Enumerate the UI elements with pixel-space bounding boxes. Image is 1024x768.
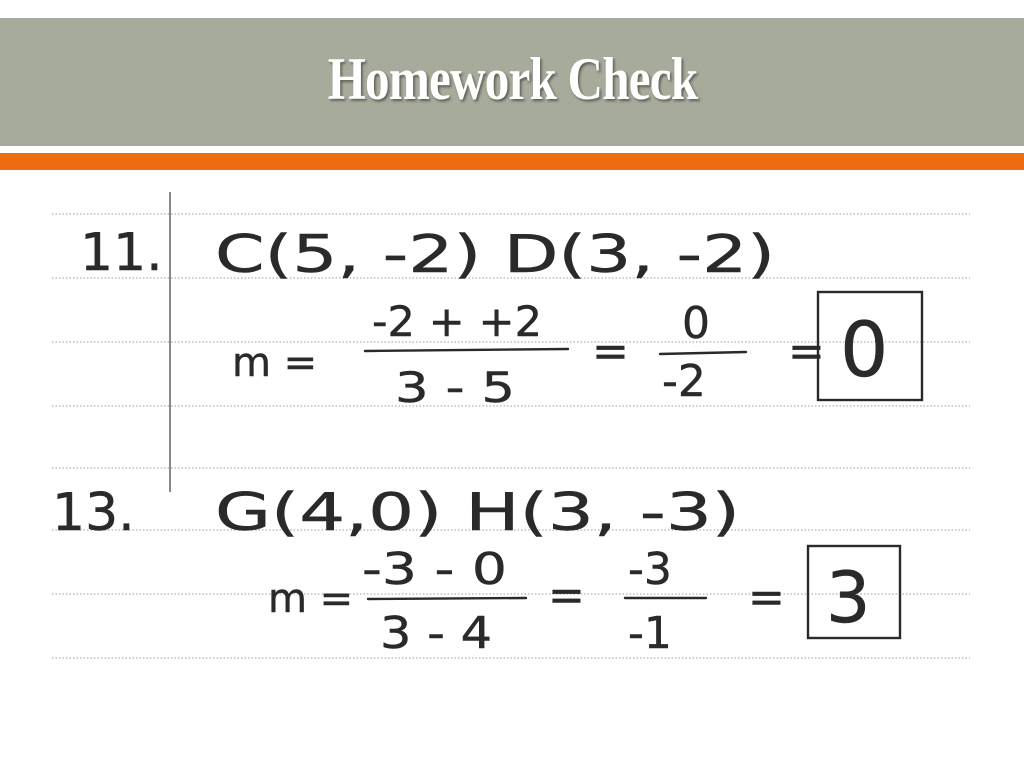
equals-1: = xyxy=(548,570,585,621)
denominator: 3 - 4 xyxy=(380,608,492,659)
simplified-denominator: -1 xyxy=(628,608,672,659)
fraction-bar xyxy=(368,598,526,599)
slope-label: m = xyxy=(268,576,354,622)
problem-11 xyxy=(80,223,922,412)
title-bar xyxy=(0,18,1024,146)
fraction-bar xyxy=(365,349,568,351)
denominator: 3 - 5 xyxy=(395,363,515,412)
points: G(4,0) H(3, -3) xyxy=(215,483,740,543)
numerator: -2 + +2 xyxy=(372,297,542,346)
equals-2: = xyxy=(788,326,825,377)
numerator: -3 - 0 xyxy=(362,544,507,595)
problem-number: 13. xyxy=(52,483,135,543)
answer: 0 xyxy=(840,305,889,394)
notebook-page xyxy=(0,180,1024,700)
problem-13 xyxy=(52,483,900,659)
simplified-numerator: -3 xyxy=(628,544,672,595)
accent-bar xyxy=(0,153,1024,170)
equals-2: = xyxy=(748,572,785,623)
slope-label: m = xyxy=(232,340,318,386)
fraction-bar xyxy=(660,352,746,354)
simplified-denominator: -2 xyxy=(662,356,706,407)
answer: 3 xyxy=(826,557,871,639)
simplified-numerator: 0 xyxy=(682,298,710,349)
problem-number: 11. xyxy=(80,223,163,283)
equals-1: = xyxy=(592,326,629,377)
points: C(5, -2) D(3, -2) xyxy=(215,225,775,285)
slide-title: Homework Check xyxy=(327,45,697,112)
